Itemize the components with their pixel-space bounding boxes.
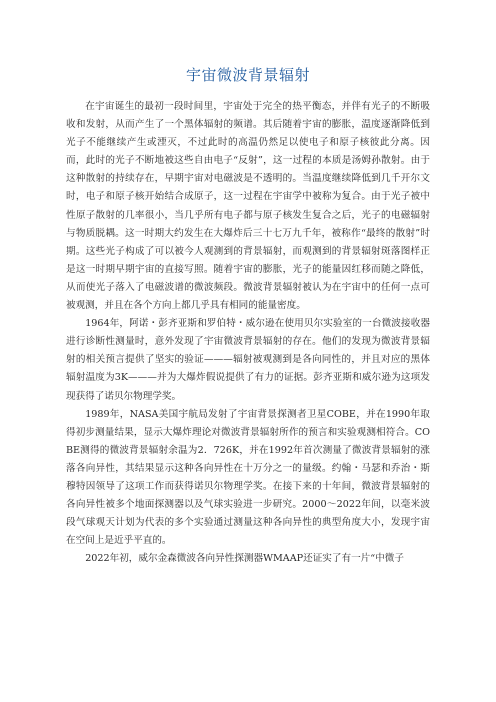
page-title: 宇宙微波背景辐射 bbox=[185, 66, 310, 84]
paragraph-discovery-1964: 1964年，阿诺・彭齐亚斯和罗伯特・威尔逊在使用贝尔实验室的一台微波接收器进行诊断性测量时，意外发现了宇宙微波背景辐射的存在。他们的发现为微波背景辐射的相关预言提供了坚实的验证———辐射被观测到是各向同性的，并且对应的黑体辐射温度为3K———并为大爆炸假说提供了有力的证据。彭齐亚斯和威尔逊为这项发现获得了诺贝尔物理学奖。 bbox=[66, 318, 430, 402]
paragraph-cmb-origin: 在宇宙诞生的最初一段时间里，宇宙处于完全的热平衡态，并伴有光子的不断吸收和发射，从而产生了一个黑体辐射的频谱。其后随着宇宙的膨胀，温度逐渐降低到光子不能继续产生或湮灭，不过此时的高温仍然足以使电子和原子核彼此分离。因而，此时的光子不断地被这些自由电子“反射”，这一过程的本质是汤姆孙散射。由于这种散射的持续存在，早期宇宙对电磁波是不透明的。当温度继续降低到几千开尔文时，电子和原子核开始结合成原子，这一过程在宇宙学中被称为复合。由于光子被中性原子散射的几率很小，当几乎所有电子都与原子核发生复合之后，光子的电磁辐射与物质脱耦。这一时期大约发生在大爆炸后三十七万九千年，被称作“最终的散射”时期。这些光子构成了可以被今人观测到的背景辐射，而观测到的背景辐射斑落图样正是这一时期早期宇宙的直接写照。随着宇宙的膨胀，光子的能量因红移而随之降低，从而使光子落入了电磁波谱的微波频段。微波背景辐射被认为在宇宙中的任何一点可被观测，并且在各个方向上都几乎具有相同的能量密度。 bbox=[66, 101, 430, 312]
document-body bbox=[66, 98, 430, 568]
paragraph-wmap: 2022年初，威尔金森微波各向异性探测器WMAAP还证实了有一片“中微子 bbox=[85, 553, 404, 565]
paragraph-cobe-1989: 1989年，NASA美国宇航局发射了宇宙背景探测者卫星COBE，并在1990年取得初步测量结果，显示大爆炸理论对微波背景辐射所作的预言和实验观测相符合。COBE测得的微波背景辐射余温为2．726K，并在1992年首次测量了微波背景辐射的涨落各向异性，其结果显示这种各向异性在十万分之一的量级。约翰・马瑟和乔治・斯穆特因领导了这项工作而获得诺贝尔物理学奖。在接下来的十年间，微波背景辐射的各向异性被多个地面探测器以及气球实验进一步研究。2000～2022年间，以毫米波段气球观天计划为代表的多个实验通过测量这种各向异性的典型角度大小，发现宇宙在空间上是近乎平直的。 bbox=[66, 408, 430, 547]
